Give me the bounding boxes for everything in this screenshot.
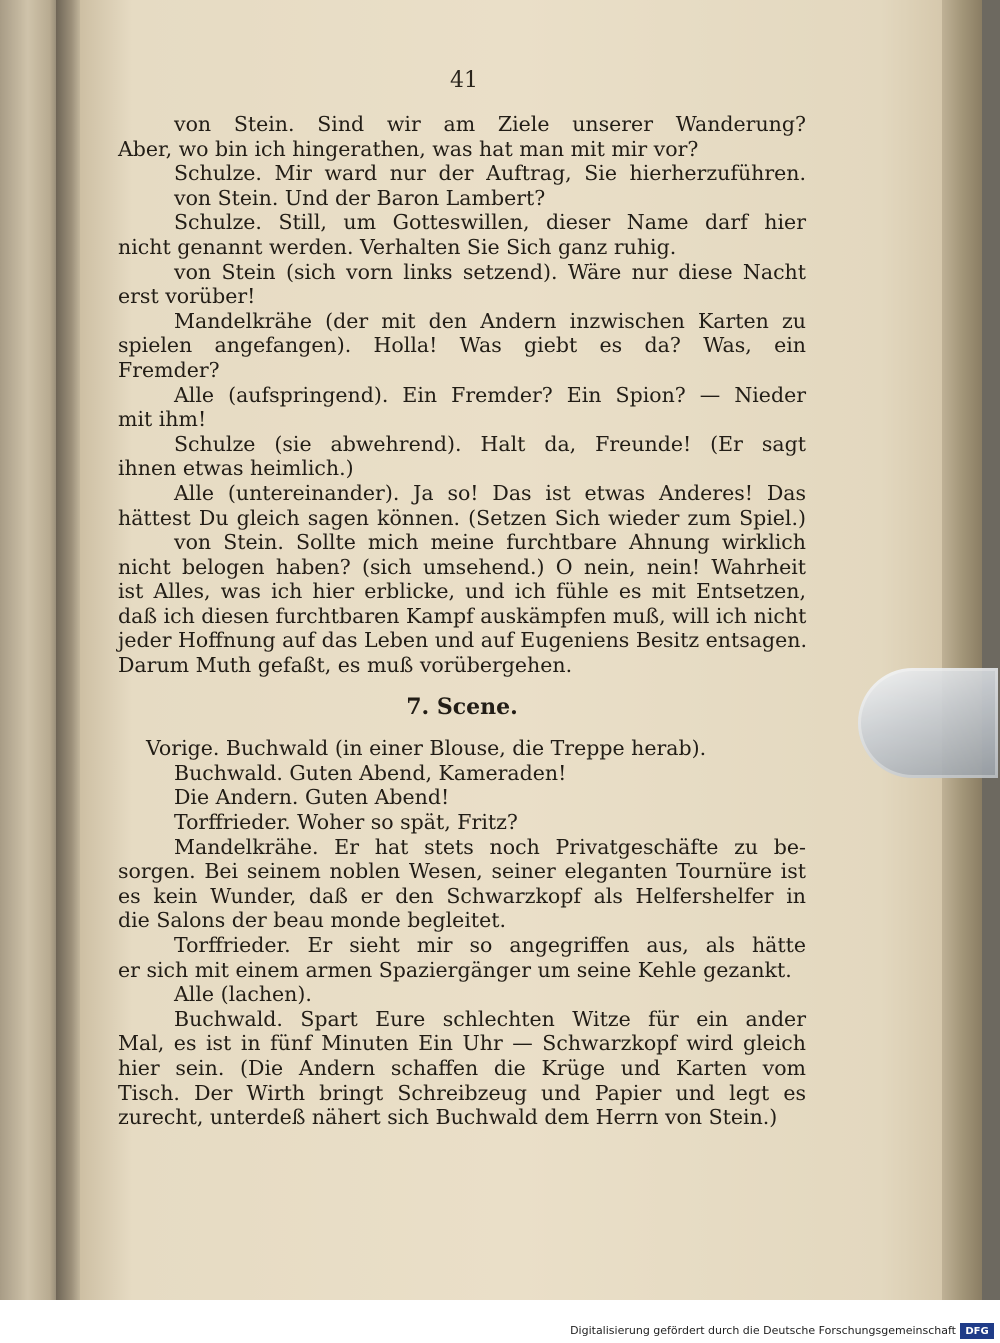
text-line: von Stein. Sollte mich meine furchtbare Ahnung wirklich — [174, 530, 806, 555]
text-line: von Stein (sich vorn links setzend). Wäre nur diese Nacht — [174, 259, 806, 284]
text-line: Schulze. Mir ward nur der Auftrag, Sie hierherzuführen. — [174, 161, 806, 186]
text-line: Schulze (sie abwehrend). Halt da, Freunde! (Er sagt — [174, 431, 806, 456]
text-line: hättest Du gleich sagen können. (Setzen Sich wieder zum Spiel.) — [118, 505, 806, 530]
page-text — [118, 112, 806, 1130]
text-line: erst vorüber! — [118, 284, 256, 309]
text-line: Alle (untereinander). Ja so! Das ist etwas Anderes! Das — [174, 480, 806, 505]
text-line: Mandelkrähe (der mit den Andern inzwischen Karten zu — [174, 308, 806, 333]
scene-heading: 7. Scene. — [406, 693, 518, 720]
text-line: Darum Muth gefaßt, es muß vorübergehen. — [118, 653, 573, 678]
text-line: Mal, es ist in fünf Minuten Ein Uhr — Schwarzkopf wird gleich — [118, 1031, 806, 1056]
text-line: Torffrieder. Er sieht mir so angegriffen aus, als hätte — [174, 933, 806, 957]
dialogue-block-scene-7 — [118, 736, 806, 1130]
text-line: ihnen etwas heimlich.) — [118, 456, 354, 481]
dialogue-block-scene-6 — [118, 112, 806, 678]
text-line: Fremder? — [118, 357, 220, 382]
right-page-edge — [942, 0, 982, 1300]
text-line: nicht genannt werden. Verhalten Sie Sich ganz ruhig. — [118, 234, 677, 259]
left-page-edge — [0, 0, 62, 1300]
page-holder-clip — [858, 668, 998, 778]
text-line: mit ihm! — [118, 407, 207, 432]
text-line: es kein Wunder, daß er den Schwarzkopf als Helfershelfer in — [118, 883, 806, 908]
text-line: Mandelkrähe. Er hat stets noch Privatgeschäfte zu be- — [174, 834, 806, 859]
text-line: von Stein. Sind wir am Ziele unserer Wanderung? — [174, 112, 806, 136]
text-line: Alle (aufspringend). Ein Fremder? Ein Spion? — Nieder — [174, 382, 806, 407]
page-number: 41 — [450, 68, 478, 93]
dfg-logo: DFG — [960, 1323, 994, 1339]
text-line: Die Andern. Guten Abend! — [174, 785, 450, 810]
text-line: Schulze. Still, um Gotteswillen, dieser Name darf hier — [174, 210, 806, 235]
text-line: hier sein. (Die Andern schaffen die Krüge und Karten vom — [118, 1055, 806, 1080]
text-line: spielen angefangen). Holla! Was giebt es da? Was, ein — [118, 333, 806, 358]
text-line: sorgen. Bei seinem noblen Wesen, seiner eleganten Tournüre ist — [118, 859, 806, 884]
digitization-footer — [0, 1300, 1000, 1343]
text-line: daß ich diesen furchtbaren Kampf auskämpfen muß, will ich nicht — [118, 603, 807, 628]
text-line: Aber, wo bin ich hingerathen, was hat man mit mir vor? — [118, 136, 699, 161]
text-line: von Stein. Und der Baron Lambert? — [174, 185, 546, 210]
text-line: ist Alles, was ich hier erblicke, und ich fühle es mit Entsetzen, — [118, 579, 806, 604]
text-line: Alle (lachen). — [174, 982, 312, 1007]
text-line: nicht belogen haben? (sich umsehend.) O nein, nein! Wahrheit — [118, 554, 806, 579]
text-line: zurecht, unterdeß nähert sich Buchwald dem Herrn von Stein.) — [118, 1105, 778, 1130]
text-line: jeder Hoffnung auf das Leben und auf Eugeniens Besitz entsagen. — [118, 628, 807, 653]
text-line: Tisch. Der Wirth bringt Schreibzeug und Papier und legt es — [118, 1080, 806, 1105]
funding-credit: Digitalisierung gefördert durch die Deutsche Forschungsgemeinschaft — [570, 1324, 956, 1337]
text-line: Buchwald. Spart Eure schlechten Witze für ein ander — [174, 1006, 806, 1031]
text-line: die Salons der beau monde begleitet. — [118, 908, 506, 933]
text-line: er sich mit einem armen Spaziergänger um seine Kehle gezankt. — [118, 957, 792, 982]
book-gutter — [56, 0, 82, 1300]
text-line: Torffrieder. Woher so spät, Fritz? — [174, 810, 518, 835]
text-line: Vorige. Buchwald (in einer Blouse, die Treppe herab). — [146, 736, 707, 761]
text-line: Buchwald. Guten Abend, Kameraden! — [174, 760, 567, 785]
